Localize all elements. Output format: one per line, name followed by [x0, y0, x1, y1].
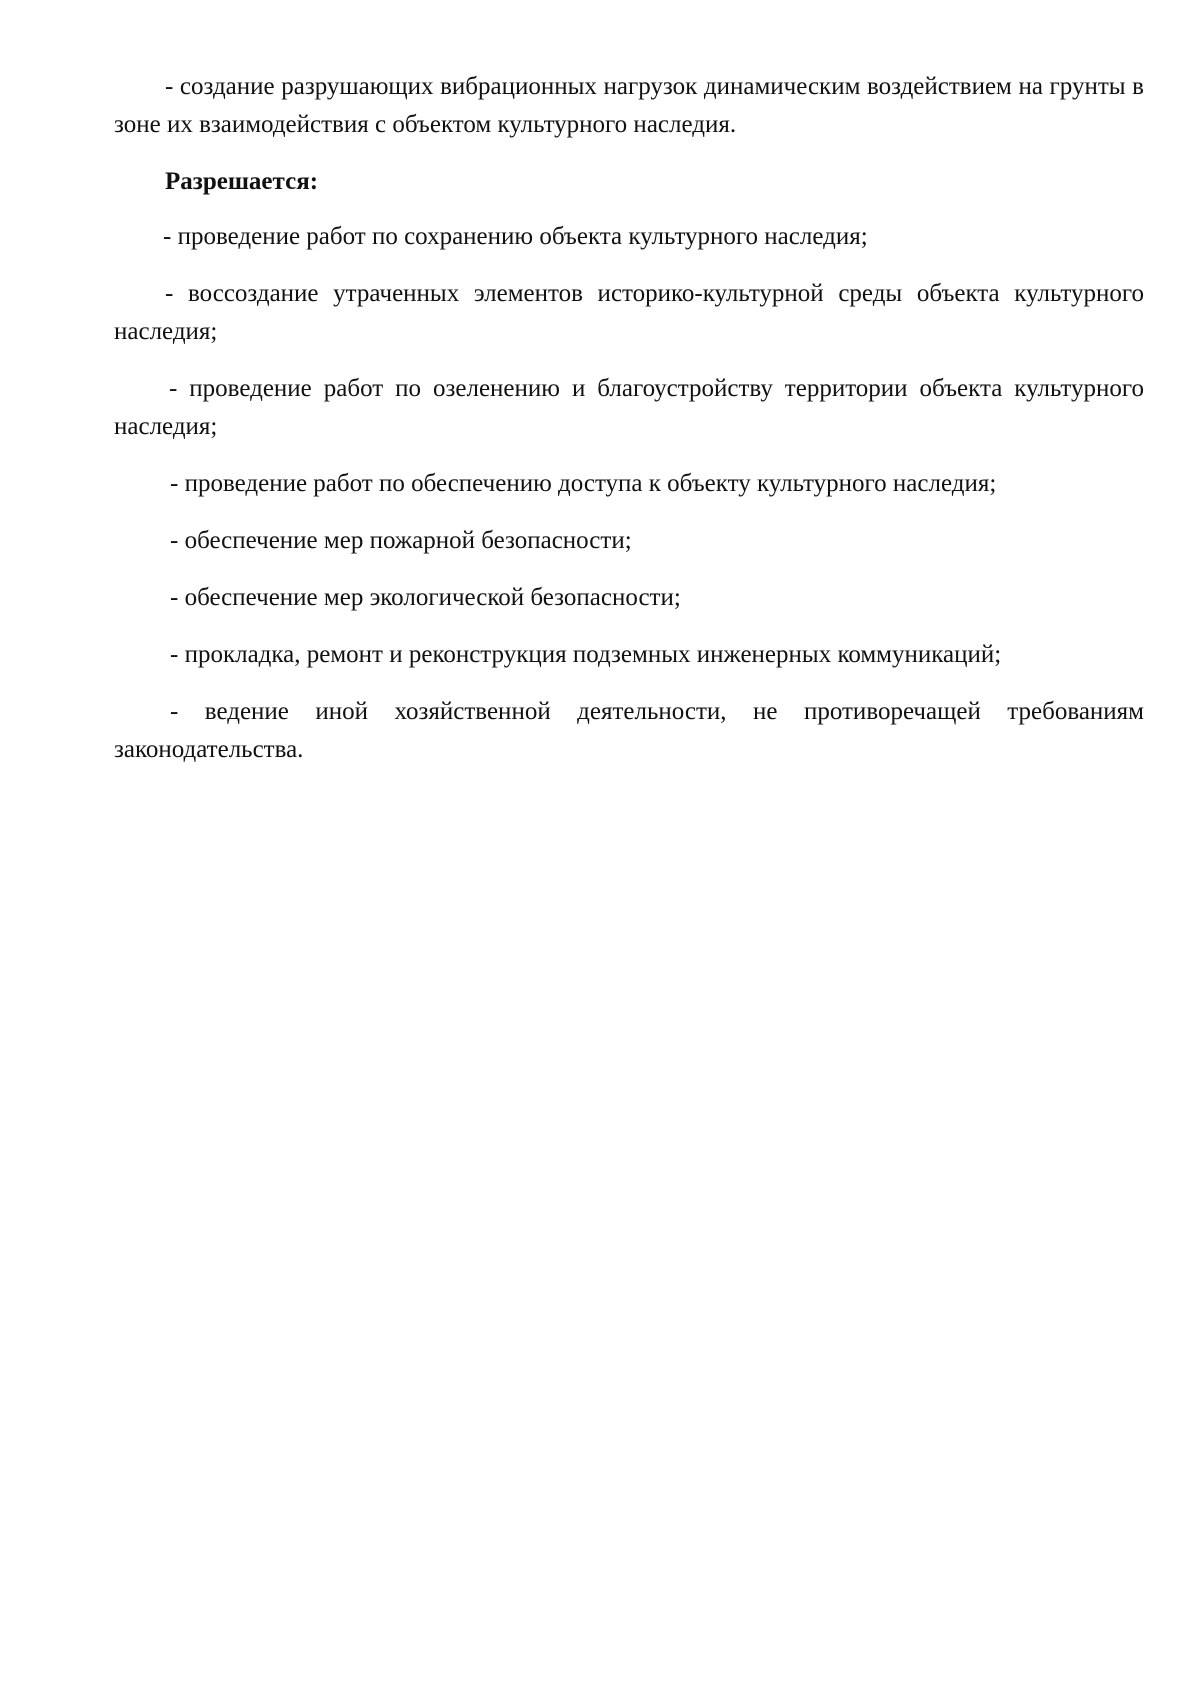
- allowed-item: - проведение работ по обеспечению доступа к объекту культурного наследия;: [170, 470, 997, 497]
- allowed-item: - проведение работ по сохранению объекта культурного наследия;: [163, 223, 868, 250]
- allowed-item: - воссоздание утраченных элементов историко-культурной среды объекта культурного наследия;: [114, 280, 1144, 345]
- prohibited-item-vibration: - создание разрушающих вибрационных нагрузок динамическим воздействием на грунты в зоне их взаимодействия с объектом культурного наследия.: [114, 73, 1144, 138]
- allowed-item: - прокладка, ремонт и реконструкция подземных инженерных коммуникаций;: [170, 641, 1002, 668]
- allowed-item: - обеспечение мер пожарной безопасности;: [170, 527, 632, 554]
- allowed-item: - проведение работ по озеленению и благоустройству территории объекта культурного наследия;: [114, 375, 1144, 440]
- allowed-item: - ведение иной хозяйственной деятельности, не противоречащей требованиям законодательства.: [114, 698, 1144, 763]
- allowed-heading: Разрешается:: [165, 168, 319, 195]
- document-body: [114, 68, 1144, 788]
- allowed-item: - обеспечение мер экологической безопасности;: [170, 584, 681, 611]
